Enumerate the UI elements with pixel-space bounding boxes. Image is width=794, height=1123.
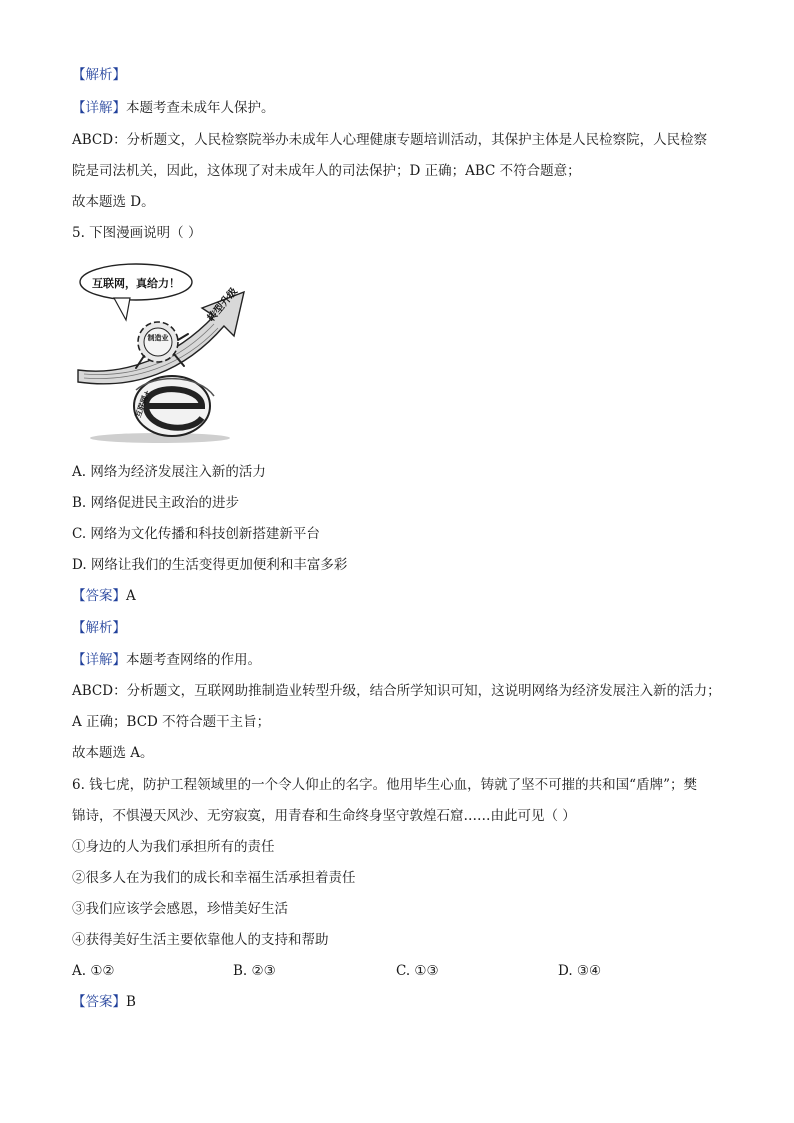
q6-statement-3: ③我们应该学会感恩，珍惜美好生活 <box>72 901 288 917</box>
q5-answer <box>72 587 136 605</box>
q5-analysis-tag: 【解析】 <box>72 620 126 636</box>
q6-answer <box>72 993 136 1011</box>
q5-option-d: D. 网络让我们的生活变得更加便利和丰富多彩 <box>72 557 348 573</box>
cartoon-arrow-label: 转型升级 <box>205 286 241 324</box>
q5-explain-line1: ABCD：分析题文，互联网助推制造业转型升级，结合所学知识可知，这说明网络为经济发展注入新的活力； <box>72 683 721 699</box>
q5-explain-line2: A 正确；BCD 不符合题干主旨； <box>72 714 271 730</box>
q6-answer-tag: 【答案】 <box>72 994 126 1010</box>
q5-option-c: C. 网络为文化传播和科技创新搭建新平台 <box>72 526 320 542</box>
q4-detail <box>72 99 275 117</box>
q5-answer-value: A <box>126 588 136 604</box>
q6-choice-b: B. ②③ <box>233 963 276 979</box>
q4-conclusion: 故本题选 D。 <box>72 194 155 210</box>
q6-statement-4: ④获得美好生活主要依靠他人的支持和帮助 <box>72 932 329 948</box>
q5-option-b: B. 网络促进民主政治的进步 <box>72 495 240 511</box>
q6-statement-1: ①身边的人为我们承担所有的责任 <box>72 839 275 855</box>
q5-detail-text: 本题考查网络的作用。 <box>126 652 261 668</box>
q5-detail <box>72 651 261 669</box>
q6-answer-value: B <box>126 994 136 1010</box>
q5-stem: 5. 下图漫画说明（ ） <box>72 225 202 241</box>
cartoon-base-label: 互联网+ <box>133 388 152 419</box>
q6-stem-line2: 锦诗，不惧漫天风沙、无穷寂寞，用青春和生命终身坚守敦煌石窟……由此可见（ ） <box>72 808 576 824</box>
q6-choice-a: A. ①② <box>72 963 115 979</box>
q4-detail-text: 本题考查未成年人保护。 <box>126 100 275 116</box>
q4-analysis-tag: 【解析】 <box>72 67 126 83</box>
q5-answer-tag: 【答案】 <box>72 588 126 604</box>
internet-cartoon-image <box>74 258 254 446</box>
cartoon-gear-label: 制造业 <box>147 334 169 342</box>
q6-choice-d: D. ③④ <box>558 963 602 979</box>
q6-choice-c: C. ①③ <box>396 963 439 979</box>
q6-statement-2: ②很多人在为我们的成长和幸福生活承担着责任 <box>72 870 356 886</box>
cartoon-speech-text: 互联网，真给力！ <box>92 277 180 290</box>
q4-explain-line1: ABCD：分析题文，人民检察院举办未成年人心理健康专题培训活动，其保护主体是人民检察院，人民检察 <box>72 132 708 148</box>
q4-detail-tag: 【详解】 <box>72 100 126 116</box>
q5-option-a: A. 网络为经济发展注入新的活力 <box>72 464 266 480</box>
q6-stem-line1: 6. 钱七虎，防护工程领域里的一个令人仰止的名字。他用毕生心血，铸就了坚不可摧的共和国“盾牌”；樊 <box>72 777 697 793</box>
q5-detail-tag: 【详解】 <box>72 652 126 668</box>
q4-explain-line2: 院是司法机关，因此，这体现了对未成年人的司法保护；D 正确；ABC 不符合题意； <box>72 163 581 179</box>
q5-conclusion: 故本题选 A。 <box>72 745 154 761</box>
